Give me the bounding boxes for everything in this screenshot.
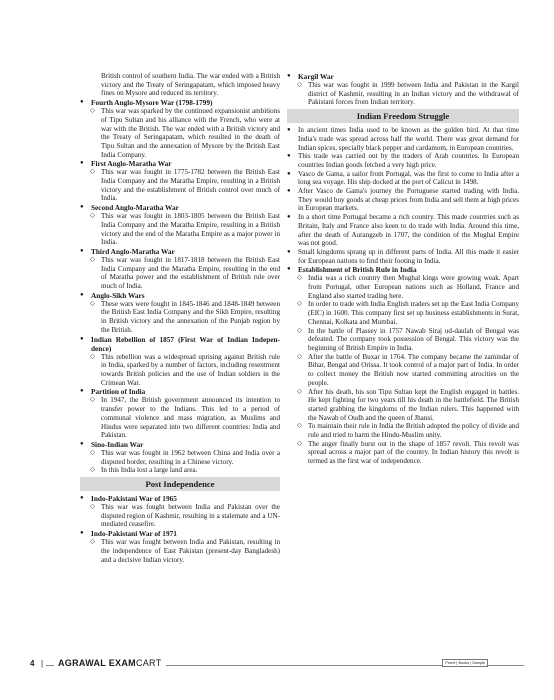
diamond-icon: ◇ <box>297 439 302 447</box>
heading-text: Establishment of British Rule in India <box>298 265 417 275</box>
bullet-icon: ● <box>80 204 84 211</box>
bullet-icon: ● <box>80 440 84 447</box>
page-number: 4 <box>30 659 35 668</box>
bullet-text: Vasco de Gama, a sailor from Portugal, was the first to come to India after a long sea voyage. His ship docked at the port of Calicut in 1498. <box>298 169 519 187</box>
sub-point <box>287 300 519 326</box>
sub-point-text: These wars were fought in 1845-1846 and 1848-1849 between the British East India Company and the Sikh Empire, resulting in British victory and the annexation of the Punjab region by the British. <box>101 299 280 334</box>
heading-text: Fourth Anglo-Mysore War (1798-1799) <box>91 98 213 108</box>
sub-point-text: This rebellion was a widespread uprising against British rule in India, sparked by a number of factors, including resentment towards British policies and the use of Indian soldiers in the Crimean War. <box>101 352 280 387</box>
sub-point <box>80 168 280 203</box>
section-heading <box>80 387 280 396</box>
bullet-icon: ● <box>287 170 291 177</box>
sub-point <box>287 327 519 353</box>
bullet-text: This trade was carried out by the traders of Arab countries. In European countries Indian goods fetched a very high price. <box>298 152 519 169</box>
heading-text: Partition of India <box>91 387 146 397</box>
bullet-text: After Vasco de Gama's journey the Portuguese started trading with India. They would buy goods at cheap prices from India and sell them at high prices in European markets. <box>298 187 519 213</box>
sub-point <box>80 107 280 159</box>
diamond-icon: ◇ <box>90 107 95 115</box>
bullet-point <box>287 213 519 248</box>
heading-text: Anglo-Sikh Wars <box>91 290 145 300</box>
footer-tag: Prmnt | Books | Sample <box>442 659 488 667</box>
sub-point <box>287 353 519 388</box>
section-banner-freedom-struggle: Indian Freedom Struggle <box>287 109 519 123</box>
left-column <box>80 72 280 564</box>
section-heading <box>80 247 280 256</box>
heading-text: Kargil War <box>298 72 334 81</box>
diamond-icon: ◇ <box>90 212 95 220</box>
bullet-icon: ● <box>80 530 84 537</box>
diamond-icon: ◇ <box>90 168 95 176</box>
sub-point-text: After the battle of Buxar in 1764. The company became the zamindar of Bihar, Bengal and Orissa. It took control of a major part of India. In order to collect money the British now started committing atrocities on the people. <box>308 352 519 387</box>
sub-point <box>80 256 280 291</box>
bullet-icon: ● <box>287 188 291 195</box>
section-heading <box>80 440 280 449</box>
diamond-icon: ◇ <box>297 274 302 282</box>
sub-point <box>80 300 280 335</box>
sub-point <box>287 422 519 439</box>
diamond-icon: ◇ <box>90 448 95 456</box>
section-banner-post-independence: Post Independence <box>80 477 280 491</box>
bullet-icon: ● <box>80 247 84 254</box>
heading-text: Sino-Indian War <box>91 439 144 449</box>
bullet-text: In a short time Portugal became a rich country. This made countries such as Britain, Italy and France also keen to do trade with India. Around this time, after the death of Aurangzeb in 1707, the condition of the Mughal Empire was not good. <box>298 213 519 248</box>
diamond-icon: ◇ <box>297 81 302 88</box>
sub-point <box>287 274 519 300</box>
diamond-icon: ◇ <box>90 352 95 360</box>
bullet-point <box>287 126 519 152</box>
sub-point <box>80 466 280 475</box>
sub-point-text: This war was fought in 1803-1805 between the British East India Company and the Maratha Empire, resulting in a British victory and the end of the Maratha Empire as a major power in India. <box>101 212 280 247</box>
bullet-icon: ● <box>80 495 84 502</box>
diamond-icon: ◇ <box>297 387 302 395</box>
sub-point-text: This war was fought between India and Pakistan, resulting in the independence of East Pakistan (present-day Bangladesh) and a decisive Indian victory. <box>101 538 280 564</box>
sub-point-text: This war was fought in 1962 between China and India over a disputed border, resulting in a Chinese victory. <box>101 448 280 466</box>
diamond-icon: ◇ <box>90 503 95 511</box>
diamond-icon: ◇ <box>297 352 302 360</box>
section-heading <box>80 529 280 538</box>
section-heading <box>80 291 280 300</box>
sub-point-text: This war was fought in 1817-1818 between the British East India Company and the Maratha Empire, resulting in the end of Maratha power and the establishment of British rule over much of India. <box>101 255 280 291</box>
bullet-icon: ● <box>287 266 291 273</box>
bullet-icon: ● <box>80 291 84 298</box>
sub-point-text: The anger finally burst out in the shape of 1857 revolt. This revolt was spread across a major part of the country. In Indian history this revolt is termed as the first war of independence. <box>308 439 519 466</box>
brand-bold: AGRAWAL <box>58 658 106 668</box>
right-column <box>287 72 519 466</box>
sub-point-text: This war was fought in 1999 between India and Pakistan in the Kargil district of Kashmir, resulting in an Indian victory and the withdrawal of Pakistani forces from Indian territory. <box>308 81 519 107</box>
sub-point-text: In this India lost a large land area. <box>101 466 198 475</box>
diamond-icon: ◇ <box>90 538 95 546</box>
brand-thin: CART <box>135 658 162 668</box>
bullet-point <box>287 152 519 169</box>
diamond-icon: ◇ <box>90 466 95 474</box>
sub-point <box>80 538 280 564</box>
sub-point <box>287 81 519 107</box>
sub-point-text: This war was fought between India and Pakistan over the disputed region of Kashmir, resulting in a stalemate and a UN-mediated ceasefire. <box>101 503 280 529</box>
sub-point-text: This war was fought in 1775-1782 between the British East India Company and the Maratha Empire, resulting in a British victory and the establishment of British control over much of India. <box>101 168 280 203</box>
diamond-icon: ◇ <box>297 326 302 334</box>
bullet-icon: ● <box>80 335 84 342</box>
section-heading <box>80 159 280 168</box>
section-heading <box>80 335 280 353</box>
heading-text: Indo-Pakistani War of 1965 <box>91 494 177 504</box>
bullet-icon: ● <box>287 153 291 160</box>
bullet-icon: ● <box>80 160 84 167</box>
diamond-icon: ◇ <box>90 299 95 307</box>
bullet-point <box>287 187 519 213</box>
bullet-icon: ● <box>287 73 291 79</box>
sub-point-text: This war was sparked by the continued expansionist ambitions of Tipu Sultan and his alliance with the French, who were at war with the British. The war ended with a British victory and the Treaty of Seringapatam, which resulted in the death of Tipu Sultan and the annexation of Mysore by the British East India Company. <box>101 107 280 159</box>
bullet-icon: ● <box>287 214 291 221</box>
bullet-text: In ancient times India used to be known as the golden bird. At that time India's trade was spread across half the world. There was great demand for Indian spices, specially black pepper and cardamom, in European countries. <box>298 126 519 152</box>
diamond-icon: ◇ <box>297 422 302 430</box>
heading-text: Indo-Pakistani War of 1971 <box>91 529 177 539</box>
section-heading <box>80 98 280 107</box>
sub-point <box>287 388 519 423</box>
heading-text: First Anglo-Maratha War <box>91 159 172 169</box>
section-heading <box>287 72 519 81</box>
diamond-icon: ◇ <box>297 300 302 308</box>
section-heading <box>287 265 519 274</box>
heading-text: Third Anglo-Maratha War <box>91 246 175 256</box>
sub-point-text: In the battle of Plassey in 1757 Nawab Siraj ud-daulah of Bengal was defeated. The company took possession of Bengal. This victory was the beginning of British Empire in India. <box>308 326 519 352</box>
publisher-logo <box>54 658 166 668</box>
heading-text: Second Anglo-Maratha War <box>91 203 179 213</box>
diamond-icon: ◇ <box>90 255 95 263</box>
section-heading <box>80 494 280 503</box>
diamond-icon: ◇ <box>90 396 95 404</box>
page-footer <box>30 657 524 675</box>
section-heading <box>80 203 280 212</box>
sub-point <box>80 503 280 529</box>
brand-mark: EXAM <box>108 658 136 668</box>
sub-point <box>80 353 280 388</box>
bullet-text: Small kingdoms sprang up in different parts of India. All this made it easier for European nations to find their footing in India. <box>298 247 519 265</box>
heading-text: Indian Rebellion of 1857 (First War of Indian Indepen-dence) <box>91 334 280 353</box>
sub-point <box>80 449 280 466</box>
sub-point-text: After his death, his son Tipu Sultan kept the English engaged in battles. He kept fighting for two years till his death in the battlefield. The British started grabbing the kingdoms of the Indian rulers. This happened with the Nawab of Oudh and the queen of Jhansi. <box>308 387 519 422</box>
bullet-point <box>287 248 519 265</box>
sub-point-text: In 1947, the British government announced its intention to transfer power to the Indians. This led to a period of communal violence and mass migration, as Muslims and Hindus were separated into two different countries: India and Pakistan. <box>101 396 280 440</box>
footer-separator: | <box>41 659 44 668</box>
sub-point-text: To maintain their rule in India the British adopted the policy of divide and rule and tried to harm the Hindu-Muslim unity. <box>308 422 519 440</box>
sub-point <box>287 440 519 466</box>
sub-point-text: India was a rich country then Mughal kings were growing weak. Apart from Portugal, other European nations such as Holland, France and England also started trading here. <box>308 274 519 300</box>
intro-paragraph: British control of southern India. The war ended with a British victory and the Treaty of Seringapatam, which imposed heavy fines on Mysore and reduced its territory. <box>101 72 280 98</box>
sub-point <box>80 212 280 247</box>
sub-point <box>80 396 280 440</box>
bullet-icon: ● <box>287 248 291 255</box>
bullet-icon: ● <box>287 127 291 134</box>
bullet-icon: ● <box>80 99 84 106</box>
bullet-point <box>287 170 519 187</box>
sub-point-text: In order to trade with India English traders set up the East India Company (EIC) in 1600. This company first set up business establishments in Surat, Chennai, Kolkata and Mumbai. <box>308 300 519 326</box>
bullet-icon: ● <box>80 388 84 395</box>
